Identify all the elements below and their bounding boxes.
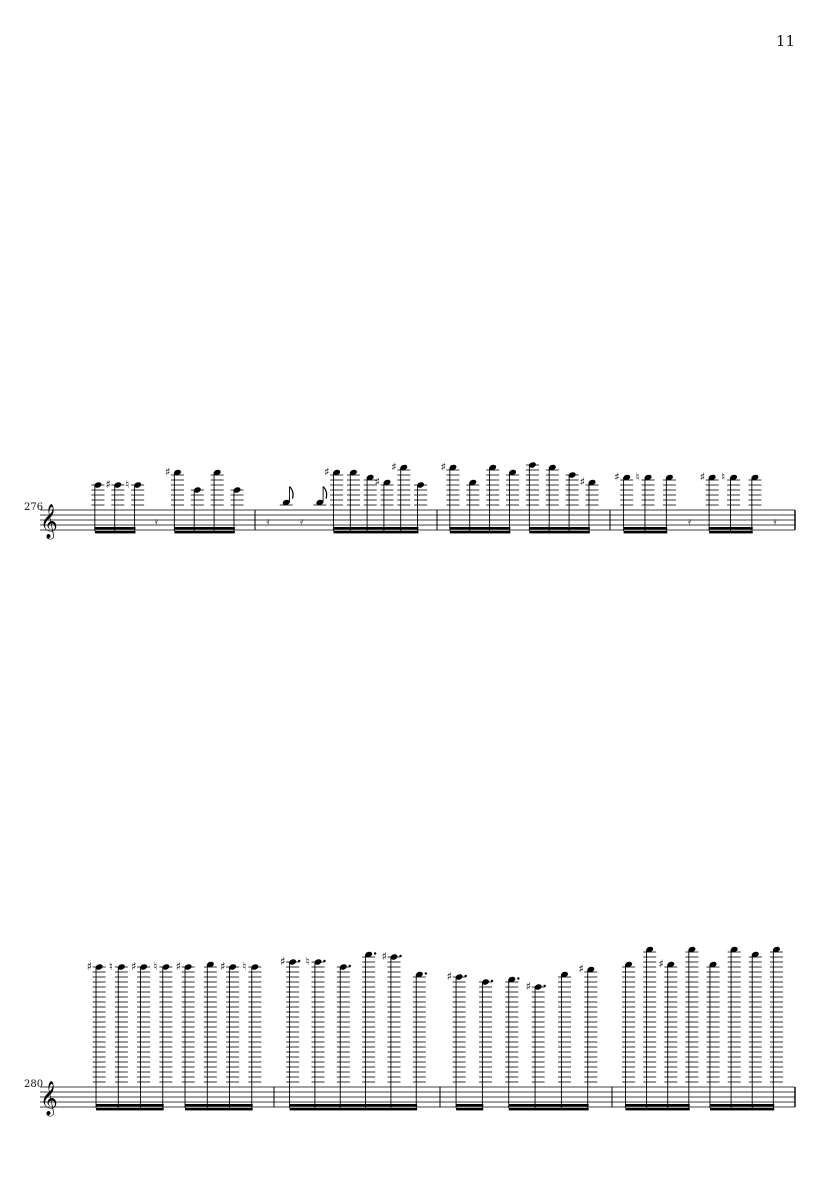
beam [624,531,668,533]
beam [96,1104,164,1106]
beam [710,1108,774,1110]
staff-system-2 [40,946,795,1117]
augmentation-dot [399,955,401,957]
sharp-icon: ♯ [446,970,452,983]
augmentation-dot [543,985,545,987]
sixteenth-rest: 𝄿 [154,515,158,528]
note-flag [323,487,327,499]
sharp-icon: ♯ [105,478,111,491]
beam [709,527,753,529]
beam [290,1104,418,1106]
sharp-icon: ♯ [164,465,171,479]
treble-clef-icon: 𝄞 [40,1081,58,1116]
beam [95,527,136,529]
sharp-icon: ♯ [440,460,446,474]
natural-icon: ♮ [305,955,310,968]
sharp-icon: ♯ [374,475,380,489]
augmentation-dot [349,965,351,967]
note-flag [290,487,294,499]
beam [450,527,511,529]
sharp-icon: ♯ [579,475,585,489]
augmentation-dot [298,960,300,962]
measure-number-system-2: 280 [24,1079,44,1090]
beam [509,1104,589,1106]
sharp-icon: ♯ [324,465,330,479]
beam [509,1108,589,1110]
beam [174,527,235,529]
augmentation-dot [491,980,493,982]
sixteenth-rest: 𝄿 [773,515,777,528]
beam [625,1108,689,1110]
natural-icon: ♮ [635,470,640,484]
augmentation-dot [464,975,466,977]
beam [456,1108,483,1110]
sharp-icon: ♯ [131,960,137,973]
augmentation-dot [517,977,519,979]
natural-icon: ♮ [721,470,725,484]
beam [174,531,235,533]
staff-system-1 [40,461,795,541]
beam [450,531,511,533]
beam [95,531,136,533]
beam [96,1108,164,1110]
beam [185,1108,253,1110]
sharp-icon: ♯ [175,960,181,973]
beam [456,1104,483,1106]
sharp-icon: ♯ [578,962,584,976]
natural-icon: ♮ [153,960,158,973]
sharp-icon: ♯ [699,470,706,484]
beam [290,1108,418,1110]
beam [709,531,753,533]
beam [185,1104,253,1106]
beam [624,527,668,529]
sixteenth-rest: 𝄿 [687,515,692,528]
sharp-icon: ♯ [86,960,92,973]
natural-icon: ♮ [108,960,113,973]
sharp-icon: ♯ [381,950,387,963]
beam [625,1104,689,1106]
natural-icon: ♮ [125,478,130,491]
sixteenth-rest: 𝄿 [300,515,304,528]
beam [334,531,419,533]
augmentation-dot [425,972,427,974]
augmentation-dot [323,960,325,962]
beam [529,531,590,533]
natural-icon: ♮ [242,960,247,973]
sharp-icon: ♯ [614,470,620,484]
measure-number-system-1: 276 [24,502,44,513]
beam [334,527,419,529]
page-number: 11 [775,32,795,50]
treble-clef-icon: 𝄞 [40,504,58,539]
sharp-icon: ♯ [525,980,531,993]
sharp-icon: ♯ [658,957,664,971]
beam [710,1104,774,1106]
sharp-icon: ♯ [220,960,226,973]
beam [529,527,590,529]
augmentation-dot [374,952,376,954]
sixteenth-rest: 𝄿 [266,515,270,528]
sharp-icon: ♯ [391,460,397,474]
sharp-icon: ♯ [280,955,286,968]
